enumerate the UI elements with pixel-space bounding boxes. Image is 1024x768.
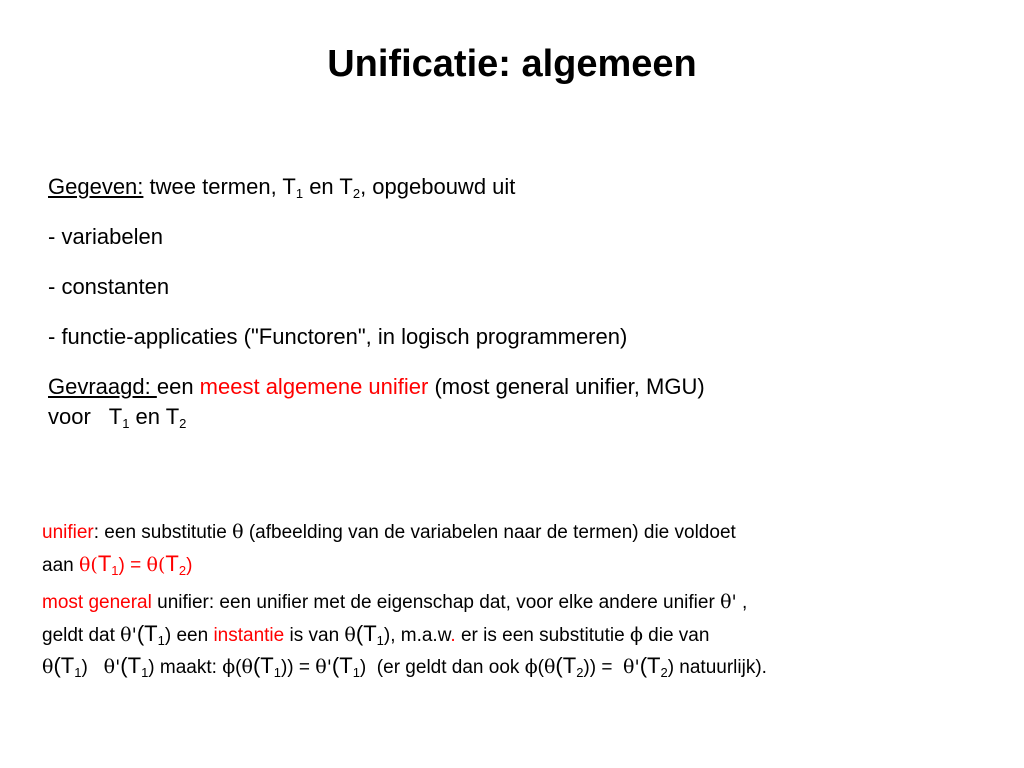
asked-line-2 <box>48 404 948 430</box>
instantie-term: instantie <box>213 625 285 646</box>
asked-text-b: (most general unifier, MGU) <box>428 374 705 399</box>
phi-symbol: ϕ <box>629 624 643 646</box>
mgu-sub-2: 2 <box>576 665 584 680</box>
theta-prime-symbol: θ' <box>103 656 121 678</box>
mgu-line2-c: ) een <box>164 625 214 646</box>
theta-symbol: θ <box>543 656 556 678</box>
mgu-def-line-2 <box>42 618 1002 650</box>
asked-sub-1: 1 <box>122 416 130 431</box>
unifier-def-line-2 <box>42 548 1002 580</box>
mgu-line3-a: (T <box>53 653 75 678</box>
mgu-line2-a: geldt dat <box>42 625 121 646</box>
given-sub-1: 1 <box>295 186 304 201</box>
theta-prime-symbol: θ' <box>720 591 737 613</box>
phi-symbol: ϕ <box>524 656 538 678</box>
mgu-line3-b: ) <box>81 657 104 678</box>
asked-highlight: meest algemene unifier <box>199 374 429 399</box>
mgu-dot: . <box>450 625 456 646</box>
mgu-line2-b: (T <box>136 621 158 646</box>
theta-symbol: θ <box>232 521 244 543</box>
asked-text-a: een <box>156 374 200 399</box>
unifier-equation <box>78 551 193 578</box>
eq-theta-1: θ( <box>78 554 98 576</box>
given-asked-block <box>48 174 948 430</box>
mgu-sub-1: 1 <box>157 633 165 648</box>
given-sub-2: 2 <box>352 186 361 201</box>
list-item-variabelen: - variabelen <box>48 224 163 249</box>
theta-prime-symbol: θ' <box>315 656 332 678</box>
eq-sub-2: 2 <box>178 563 187 578</box>
asked-sub-2: 2 <box>179 416 187 431</box>
theta-symbol: θ <box>42 656 54 678</box>
phi-symbol: ϕ <box>222 656 236 678</box>
eq-sub-1: 1 <box>111 563 119 578</box>
eq-t-2: T <box>165 551 179 576</box>
list-item-functie-applicaties: - functie-applicaties ("Functoren", in logisch programmeren) <box>48 324 628 349</box>
mgu-def-line-1 <box>42 586 1002 618</box>
asked-label: Gevraagd: <box>48 374 157 399</box>
theta-prime-symbol: θ' <box>120 624 137 646</box>
mgu-line3-g: )) = <box>280 657 316 678</box>
mgu-sub-1: 1 <box>141 665 149 680</box>
definitions-block <box>42 516 1002 682</box>
unifier-text-b: (afbeelding van de variabelen naar de termen) die voldoet <box>243 522 736 543</box>
mgu-sub-1: 1 <box>376 633 384 648</box>
eq-t-1: T <box>97 551 112 576</box>
given-text-b: en T <box>303 174 353 199</box>
mgu-line2-f: ), m.a.w <box>383 625 451 646</box>
mgu-line3-h: (T <box>331 653 353 678</box>
unifier-term: unifier <box>42 522 94 543</box>
unifier-def-line-1 <box>42 516 1002 548</box>
mgu-sub-1: 1 <box>273 665 281 680</box>
mgu-line3-d: ) maakt: <box>148 657 223 678</box>
mgu-sub-1: 1 <box>352 665 360 680</box>
mgu-line3-m: (T <box>639 653 661 678</box>
theta-symbol: θ <box>241 656 253 678</box>
eq-end: ) <box>186 555 193 576</box>
mgu-line1-end: , <box>736 592 748 613</box>
given-text-c: , opgebouwd uit <box>360 174 516 199</box>
mgu-line1-rest: unifier: een unifier met de eigenschap dat, voor elke andere unifier <box>151 592 721 613</box>
mgu-line3-n: ) natuurlijk). <box>667 657 767 678</box>
eq-theta-2: θ( <box>146 554 166 576</box>
given-text-a: twee termen, T <box>143 174 296 199</box>
slide-title: Unificatie: algemeen <box>327 43 697 85</box>
mgu-line3-l: )) = <box>583 657 624 678</box>
mgu-line3-c: (T <box>120 653 142 678</box>
mgu-line2-e: (T <box>355 621 377 646</box>
given-label: Gegeven: <box>48 174 144 199</box>
asked-line <box>48 374 948 400</box>
mgu-term: most general <box>42 592 152 613</box>
mgu-def-line-3 <box>42 650 1002 682</box>
list-item-constanten: - constanten <box>48 274 170 299</box>
given-line <box>48 174 948 200</box>
eq-mid: ) = <box>118 555 147 576</box>
asked-line2-b: en T <box>129 404 180 429</box>
mgu-line3-i: ) (er geldt dan ook <box>359 657 525 678</box>
unifier-text-a: : een substitutie <box>93 522 233 543</box>
mgu-line2-g: er is een substitutie <box>455 625 630 646</box>
theta-symbol: θ <box>344 624 356 646</box>
mgu-line2-d: is van <box>284 625 345 646</box>
mgu-line2-h: die van <box>642 625 710 646</box>
mgu-line3-j: ( <box>537 657 544 678</box>
theta-prime-symbol: θ' <box>623 656 640 678</box>
unifier-line2-a: aan <box>42 555 79 576</box>
asked-line2-a: voor T <box>48 404 123 429</box>
mgu-line3-f: (T <box>252 653 274 678</box>
mgu-line3-e: ( <box>235 657 242 678</box>
mgu-sub-1: 1 <box>74 665 82 680</box>
mgu-sub-2: 2 <box>660 665 668 680</box>
mgu-line3-k: (T <box>555 653 577 678</box>
